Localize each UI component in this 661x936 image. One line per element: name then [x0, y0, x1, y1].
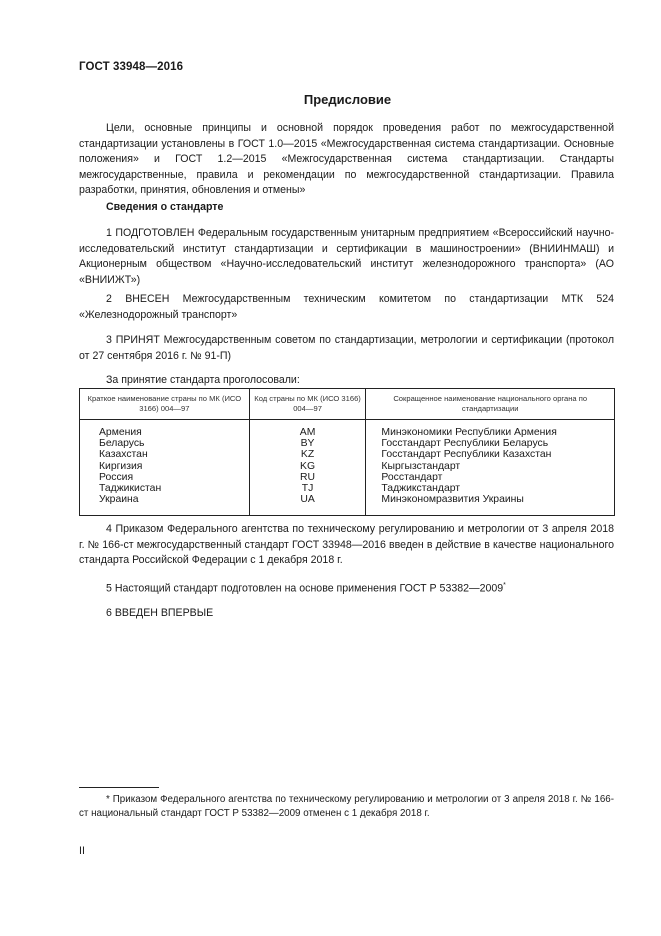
- country-name: Россия: [99, 471, 134, 483]
- country-name: Армения: [99, 427, 142, 438]
- country-code: UA: [300, 494, 315, 506]
- vote-table: [79, 388, 615, 516]
- page-title-text: Предисловие: [303, 92, 392, 107]
- page-title: [0, 92, 661, 107]
- country-names-cell: [80, 420, 250, 516]
- country-name: Казахстан: [99, 449, 148, 461]
- standards-body: Кыргызстандарт: [381, 460, 461, 472]
- country-code: TJ: [301, 483, 314, 495]
- intro-paragraph: [79, 121, 614, 199]
- document-id-header: ГОСТ 33948—2016: [79, 61, 184, 73]
- country-name: Украина: [99, 494, 139, 506]
- item-1: [79, 226, 614, 288]
- vote-table-header-row: [80, 389, 615, 420]
- intro-text: Цели, основные принципы и основной порядок проведения работ по межгосударственной стандартизации установлены в ГОСТ 1.0—2015 «Межгосударственная система стандартизации. Основные положения» и ГОСТ 1.2—2015 «Межгосударственная система стандартизации. Стандарты межгосударственные, правила и рекомендации по межгосударственной стандартизации. Правила разработки, принятия, обновления и отмены»: [79, 122, 614, 196]
- standards-body: Таджикстандарт: [381, 483, 461, 495]
- item-5-text: 5 Настоящий стандарт подготовлен на основе применения ГОСТ Р 53382—2009: [106, 582, 504, 595]
- item-4: [79, 522, 614, 569]
- vote-table-caption: За принятие стандарта проголосовали:: [106, 374, 300, 386]
- standards-body: Госстандарт Республики Казахстан: [381, 449, 552, 461]
- country-code: BY: [300, 438, 315, 450]
- item-2: [79, 292, 614, 323]
- standards-body: Госстандарт Республики Беларусь: [381, 438, 549, 450]
- footnote-divider: [79, 787, 159, 788]
- item-3-text: 3 ПРИНЯТ Межгосударственным советом по стандартизации, метрологии и сертификации (протокол от 27 сентября 2016 г. № 91-П): [79, 334, 614, 362]
- item-2-text: 2 ВНЕСЕН Межгосударственным техническим комитетом по стандартизации МТК 524 «Железнодорожный транспорт»: [79, 293, 614, 321]
- standards-body: Росстандарт: [381, 471, 443, 483]
- country-name: Беларусь: [99, 438, 145, 450]
- item-6: [79, 606, 614, 622]
- header-country-name: Краткое наименование страны по МК (ИСО 3166) 004—97: [80, 389, 250, 420]
- footnote-marker: *: [503, 582, 506, 589]
- item-5: [79, 578, 614, 597]
- vote-table-body-row: [80, 420, 615, 516]
- country-code: AM: [299, 427, 316, 438]
- country-name: Киргизия: [99, 460, 143, 472]
- standard-info-heading: Сведения о стандарте: [106, 201, 224, 213]
- country-codes-cell: [249, 420, 366, 516]
- standards-bodies-cell: [366, 420, 615, 516]
- header-standards-body: Сокращенное наименование национального органа по стандартизации: [366, 389, 615, 420]
- item-5-line: [79, 578, 614, 597]
- country-name: Таджикистан: [99, 483, 162, 495]
- country-code: RU: [300, 471, 316, 483]
- country-code: KG: [300, 460, 316, 472]
- item-4-text: 4 Приказом Федерального агентства по техническому регулированию и метрологии от 3 апреля 2018 г. № 166-ст межгосударственный стандарт ГОСТ 33948—2016 введен в действие в качестве национального стандарта Российской Федерации с 1 декабря 2018 г.: [79, 523, 614, 566]
- item-6-text: 6 ВВЕДЕН ВПЕРВЫЕ: [106, 607, 214, 619]
- standards-body: Минэкономразвития Украины: [381, 494, 524, 506]
- country-code: KZ: [300, 449, 315, 461]
- footnote: * Приказом Федерального агентства по техническому регулированию и метрологии от 3 апреля 2018 г. № 166-ст национальный стандарт ГОСТ Р 53382—2009 отменен с 1 декабря 2018 г.: [79, 794, 614, 819]
- item-3: [79, 333, 614, 364]
- item-1-text: 1 ПОДГОТОВЛЕН Федеральным государственным унитарным предприятием «Всероссийский научно-исследовательский институт стандартизации и сертификации в машиностроении» (ВНИИНМАШ) и Акционерным обществом «Научно-исследовательский институт железнодорожного транспорта» (АО «ВНИИЖТ»): [79, 227, 614, 286]
- page-number: II: [79, 845, 85, 857]
- header-country-code: Код страны по МК (ИСО 3166) 004—97: [249, 389, 366, 420]
- standards-body: Минэкономики Республики Армения: [381, 427, 557, 438]
